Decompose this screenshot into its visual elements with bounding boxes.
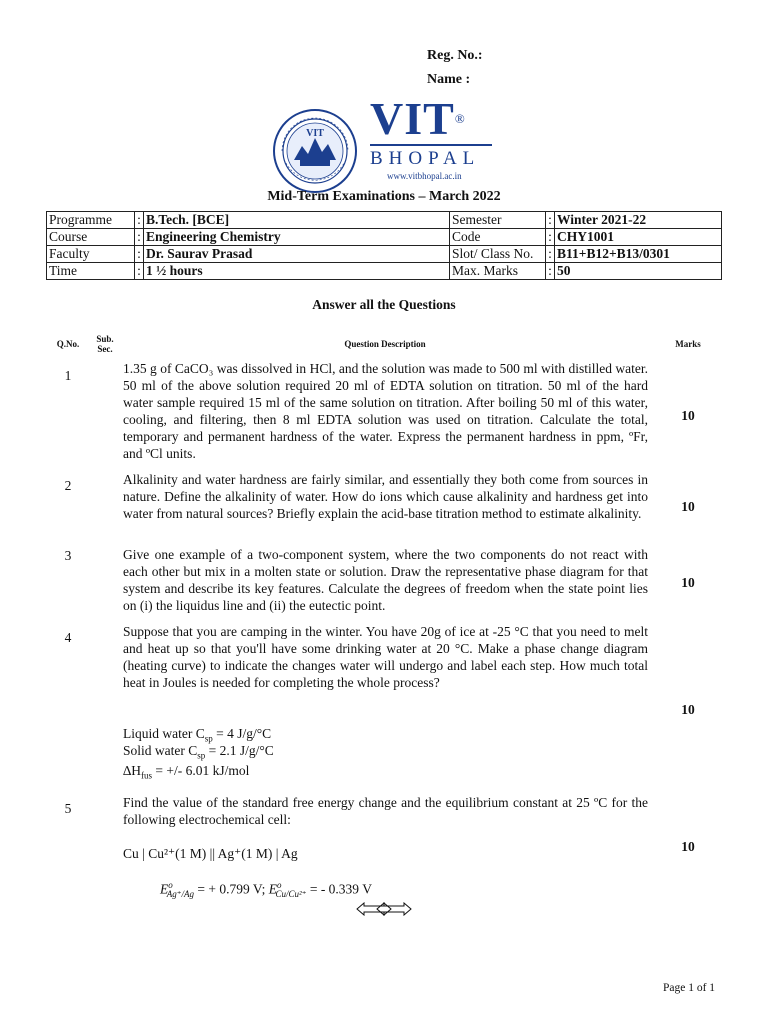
question-number: 4 (64, 630, 72, 645)
formula-hfus: $\Delta H_{fus}$ = +/- 6.01 kJ/mol (123, 763, 250, 781)
max-marks-value: 50 (555, 263, 722, 280)
semester-label: Semester (450, 212, 546, 229)
electrode-potentials: $E^o_{Ag^+/Ag}$ = + 0.799 V; $E^o_{Cu/Cu^{2+}}$ = - 0.339 V (160, 880, 372, 900)
code-label: Code (450, 229, 546, 246)
question-marks: 10 (681, 702, 695, 717)
vit-wordmark (370, 93, 495, 181)
cell-notation: Cu | Cu²⁺(1 M) || Ag⁺(1 M) | Ag (123, 846, 298, 861)
subsec-header-line2: Sec. (97, 344, 113, 354)
qno-header: Q.No. (56, 339, 80, 349)
formula-liquid-csp: Liquid water $C_{sp} = 4$ J/g/°C (123, 726, 272, 744)
seal-text: VIT (306, 128, 324, 139)
max-marks-label: Max. Marks (450, 263, 546, 280)
question-number: 5 (64, 801, 72, 816)
question-number: 2 (64, 478, 72, 493)
table-row (47, 229, 722, 246)
question-marks: 10 (681, 575, 695, 590)
question-text: Alkalinity and water hardness are fairly similar, and essentially they both come from sources in nature. Define the alkalinity of water. How do ions which cause alkalinity and hardness get into water from natural sources? Briefly explain the acid-base titration method to estimate alkalinity. (123, 472, 648, 521)
separator: : (135, 246, 144, 263)
course-info-table (46, 211, 722, 280)
separator: : (546, 212, 555, 229)
separator: : (546, 263, 555, 280)
question-marks: 10 (681, 499, 695, 514)
question-marks: 10 (681, 839, 695, 854)
marks-header: Marks (675, 339, 701, 349)
time-label: Time (47, 263, 135, 280)
subsec-header-line1: Sub. (96, 334, 114, 344)
exam-title: Mid-Term Examinations – March 2022 (267, 189, 501, 204)
wordmark-underline (370, 144, 492, 146)
code-value: CHY1001 (555, 229, 722, 246)
name-label: Name : (427, 72, 471, 87)
reg-no-label: Reg. No.: (427, 48, 483, 63)
subsec-header (88, 334, 122, 354)
table-row (47, 246, 722, 263)
programme-value: B.Tech. [BCE] (144, 212, 450, 229)
table-row (47, 263, 722, 280)
semester-value: Winter 2021-22 (555, 212, 722, 229)
question-text: Suppose that you are camping in the winter. You have 20g of ice at -25 °C that you need to melt and heat up so that you'll have some drinking water at 20 °C. Make a phase change diagram (heating curve) to indicate the changes water will undergo and label each step. How much total heat in Joules is needed for completing the whole process? (123, 624, 648, 690)
separator: : (135, 212, 144, 229)
slot-value: B11+B12+B13/0301 (555, 246, 722, 263)
description-header: Question Description (344, 339, 426, 349)
faculty-value: Dr. Saurav Prasad (144, 246, 450, 263)
registered-mark: ® (454, 111, 466, 126)
question-number: 1 (64, 368, 72, 383)
programme-label: Programme (47, 212, 135, 229)
question-number: 3 (64, 548, 72, 563)
table-row (47, 212, 722, 229)
separator: : (546, 246, 555, 263)
time-value: 1 ½ hours (144, 263, 450, 280)
institute-seal-logo (272, 108, 358, 194)
formula-solid-csp: Solid water $C_{sp} = 2.1$ J/g/°C (123, 743, 274, 761)
instructions: Answer all the Questions (312, 297, 456, 312)
website-url: www.vitbhopal.ac.in (387, 171, 462, 181)
separator: : (546, 229, 555, 246)
course-value: Engineering Chemistry (144, 229, 450, 246)
separator: : (135, 229, 144, 246)
faculty-label: Faculty (47, 246, 135, 263)
end-mark-icon (356, 902, 412, 921)
separator: : (135, 263, 144, 280)
course-label: Course (47, 229, 135, 246)
campus-name: BHOPAL (370, 148, 481, 169)
question-text: Give one example of a two-component system, where the two components do not react with each other but mix in a molten state or solution. Draw the representative phase diagram for that system and describe its key features. Calculate the degrees of freedom when the state point lies on (i) the liquidus line and (ii) the eutectic point. (123, 547, 648, 613)
question-text: Find the value of the standard free energy change and the equilibrium constant at 25 ºC for the following electrochemical cell: (123, 795, 648, 827)
page-number: Page 1 of 1 (663, 982, 716, 994)
question-marks: 10 (681, 408, 695, 423)
vit-word: VIT (370, 93, 455, 144)
slot-label: Slot/ Class No. (450, 246, 546, 263)
question-text: 1.35 g of CaCO₃ was dissolved in HCl, and the solution was made to 500 ml with distilled water. 50 ml of the above solution required 20 ml of EDTA solution on titration. 50 ml of the hard water sample required 15 ml of the same solution on titration. After boiling 50 ml of this water, cooling, and filtering, then 8 ml EDTA solution was used on titration. Calculate the total, temporary and permanent hardness of the water. Express the permanent hardness in ppm, ºFr, and ºCl units. (123, 361, 648, 461)
